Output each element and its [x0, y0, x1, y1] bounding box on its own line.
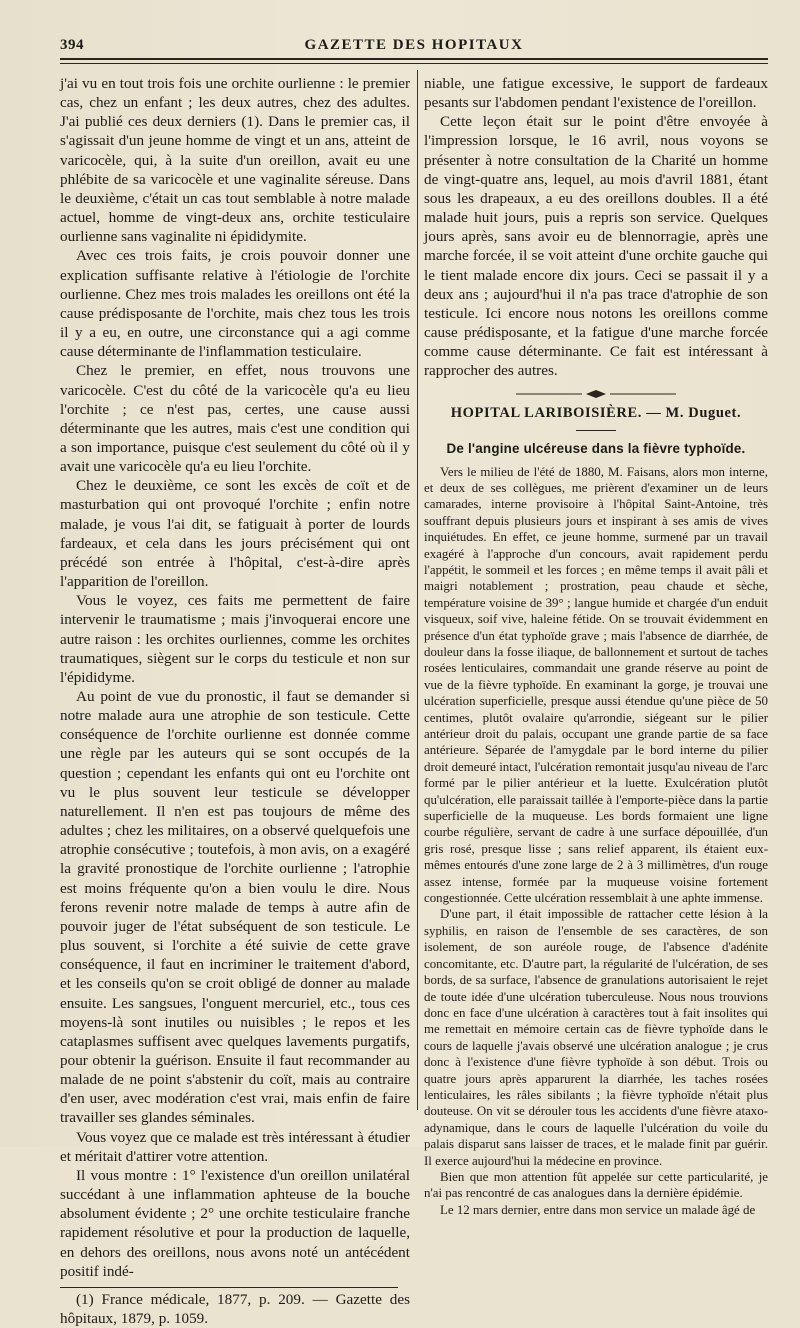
paragraph: Avec ces trois faits, je crois pouvoir donner une explication suffisante relative à l'étiologie de l'orchite ourlienne. Chez mes trois malades les oreillons ont été la cause prédisposante de l'orchite, mais chez tous les trois il y a eu, en outre, une circonstance qui a agi comme cause déterminante de l'inflammation testiculaire. [60, 247, 410, 361]
column-divider [417, 70, 418, 1110]
paragraph: niable, une fatigue excessive, le support de fardeaux pesants sur l'abdomen pendant l'existence de l'oreillon. [424, 75, 768, 112]
short-rule [576, 430, 616, 431]
header-rule-thick [60, 58, 768, 60]
paragraph: Chez le deuxième, ce sont les excès de coït et de masturbation qui ont provoqué l'orchite ; enfin notre malade, je vous l'ai dit, se fatiguait à porter de lourds fardeaux, et cela dans les jours précisément qui ont précédé son entrée à l'hôpital, c'est-à-dire après l'apparition de l'oreillon. [60, 477, 410, 591]
paragraph: Chez le premier, en effet, nous trouvons une varicocèle. C'est du côté de la varicocèle qu'a eu lieu l'orchite ; ce n'est pas, certes, une cause aussi déterminante que les autres, mais c'est une condition qui a son importance, puisque c'est seulement du côté où il y avait une varicocèle qu'a eu lieu l'orchite. [60, 362, 410, 476]
footnote: (1) France médicale, 1877, p. 209. — Gazette des hôpitaux, 1879, p. 1059. [60, 1290, 410, 1327]
paragraph: Vers le milieu de l'été de 1880, M. Faisans, alors mon interne, et deux de ses collègues, me prièrent d'examiner un de leurs camarades, interne provisoire à l'hôpital Saint-Antoine, très souffrant depuis plusieurs jours et inspirant à ses amis de vives inquiétudes. En effet, ce jeune homme, surmené par un travail exagéré à l'approche d'un concours, avait rapidement perdu l'appétit, le sommeil et les forces ; en même temps il avait pâli et maigri notablement ; prostration, peau chaude et sèche, température voisine de 39° ; langue humide et chargée d'un enduit visqueux, soif vive, haleine fétide. On se trouvait évidemment en présence d'un état typhoïde grave ; mais l'absence de diarrhée, de douleur dans la fosse iliaque, de ballonnement et surtout de taches rosées lenticulaires, commandait une grande réserve au point de vue de la fièvre typhoïde. En examinant la gorge, je trouvai une ulcération superficielle, presque aussi étendue qu'une pièce de 50 centimes, plutôt ovalaire qu'arrondie, siégeant sur le pilier antérieur droit du palais, occupant une grande partie de sa face antérieure. Séparée de l'amygdale par le bord interne du pilier droit demeuré intact, l'ulcération remontait jusqu'au niveau de l'arc formé par le pilier antérieur et la luette. Exulcération plutôt qu'ulcération, elle paraissait taillée à l'emporte-pièce dans la partie superficielle de la muqueuse. Les bords formaient une ligne courbe régulière, servant de cadre à une surface dépouillée, d'un gris rosé, presque lisse ; sans relief apparent, ils étaient eux-mêmes entourés d'une zone large de 2 à 3 millimètres, d'un rouge assez intense, formée par la muqueuse voisine fortement congestionnée. Cette ulcération ressemblait à une aphte immense. [424, 464, 768, 906]
footnote-rule [60, 1287, 398, 1288]
paragraph: Le 12 mars dernier, entre dans mon service un malade âgé de [440, 1202, 756, 1217]
paragraph: Vous le voyez, ces faits me permettent de faire intervenir le traumatisme ; mais j'invoquerai encore une autre raison : les orchites ourliennes, comme les orchites traumatiques, siègent sur le corps du testicule et non sur l'épididyme. [60, 592, 410, 686]
paragraph: Il vous montre : 1° l'existence d'un oreillon unilatéral succédant à une inflammation aphteuse de la bouche absolument évidente ; 2° une orchite testiculaire franche rapidement résolutive et pour la production de laquelle, en dehors des oreillons, nous avons noté un antécédent positif indé- [60, 1166, 410, 1280]
page-header [60, 34, 768, 56]
paragraph: Cette leçon était sur le point d'être envoyée à l'impression lorsque, le 16 avril, nous voyons se présenter à notre consultation de la Charité un homme de vingt-quatre ans, lequel, au mois d'avril 1881, étant sous les drapeaux, a eu des oreillons doubles. Il a été malade huit jours, puis a repris son service. Quelques jours après, sans avoir eu de blennorragie, après une marche forcée, il se voit atteint d'une orchite gauche qui le tient malade encore dix jours. Ceci se passait il y a deux ans ; aujourd'hui il n'a pas trace d'atrophie de son testicule. Ici encore nous notons les oreillons comme cause prédisposante, et la fatigue d'une marche forcée comme cause déterminante. Ce fait est intéressant à rapprocher des autres. [424, 113, 768, 380]
right-column [424, 74, 768, 1218]
paragraph: D'une part, il était impossible de rattacher cette lésion à la syphilis, en raison de l'ensemble de ses caractères, de son isolement, de son auréole rouge, de l'absence d'adénite concomitante, etc. D'autre part, la régularité de l'ulcération, de ses bords, de sa surface, l'absence de granulations autorisaient le rejet de toute idée d'une ulcération tuberculeuse. Nous nous trouvions donc en face d'une ulcération à caractères tout à fait insolites qui me remettait en mémoire certain cas de fièvre typhoïde dans le cours de laquelle j'avais observé une ulcération analogue ; je crus donc à l'existence d'une fièvre typhoïde à son début. Trois ou quatre jours après apparurent la diarrhée, les taches rosées lenticulaires, les râles sibilants ; la fièvre typhoïde n'était plus douteuse. On vit se dérouler tous les accidents d'une fièvre ataxo-adynamique, dans le cours de laquelle l'ulcération du voile du palais disparut sans laisser de traces, et le malade finit par guérir. Il exerce aujourd'hui la médecine en province. [424, 907, 768, 1168]
paragraph: Bien que mon attention fût appelée sur cette particularité, je n'ai pas rencontré de cas analogues dans la dernière épidémie. [424, 1169, 768, 1201]
paragraph: Vous voyez que ce malade est très intéressant à étudier et méritait d'attirer votre attention. [60, 1128, 410, 1165]
section-heading: HOPITAL LARIBOISIÈRE. — M. Duguet. [450, 404, 742, 421]
header-rule-thin [60, 63, 768, 64]
left-column [60, 74, 410, 1328]
paragraph: Au point de vue du pronostic, il faut se demander si notre malade aura une atrophie de son testicule. Cette conséquence de l'orchite ourlienne est donnée comme une règle par les auteurs qui se sont occupés de la question ; cependant les enfants qui ont eu l'orchite ont vu le plus souvent leur testicule se développer naturellement. Il n'en est pas toujours de même des adultes ; chez les militaires, on a observé quelquefois une atrophie consécutive ; toutefois, à mon avis, on a exagéré la gravité pronostique de l'orchite ourlienne ; l'atrophie est moins fréquente qu'on a bien voulu le dire. Nous ferons revenir notre malade de temps à autre afin de pouvoir juger de l'état subséquent de son testicule. Le plus souvent, si l'orchite a été suivie de cette grave conséquence, il faut en incriminer le traitement d'abord, et les conseils qu'on se croit obligé de donner au malade ensuite. Les sangsues, l'onguent mercuriel, etc., tous ces moyens-là sont inutiles ou nuisibles ; le repos et les cataplasmes suffisent avec quelques lavements purgatifs, pour obtenir la guérison. Ensuite il faut recommander au malade de ne point s'abstenir du coït, mais au contraire d'en user, avec modération c'est vrai, mais enfin de faire travailler ses glandes séminales. [60, 688, 410, 1127]
running-title: GAZETTE DES HOPITAUX [304, 36, 524, 53]
article-title: De l'angine ulcéreuse dans la fièvre typhoïde. [446, 440, 746, 456]
section-ornament [516, 389, 676, 399]
paragraph: j'ai vu en tout trois fois une orchite ourlienne : le premier cas, chez un enfant ; les deux autres, chez des adultes. J'ai publié ces deux derniers (1). Dans le premier cas, il s'agissait d'un jeune homme de vingt et un ans, atteint de varicocèle, qui, à la suite d'un oreillon, avait eu une phlébite de sa varicocèle et une vaginalite séreuse. Dans le deuxième, c'était un cas tout semblable à notre malade actuel, homme de vingt-deux ans, orchite testiculaire ourlienne sans vaginalite ni épididymite. [60, 75, 410, 246]
page-number: 394 [60, 36, 84, 53]
